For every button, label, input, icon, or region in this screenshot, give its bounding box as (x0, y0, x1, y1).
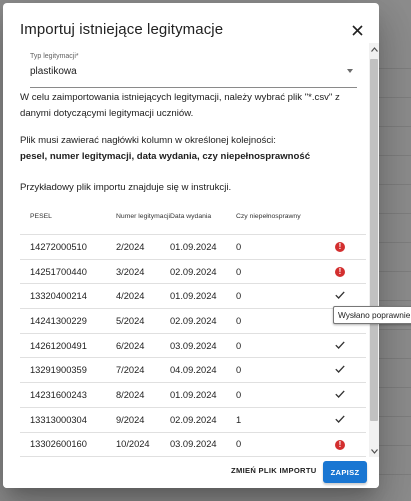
error-icon[interactable]: ! (335, 440, 345, 450)
number-cell: 7/2024 (116, 358, 170, 383)
date-cell: 01.09.2024 (170, 383, 236, 408)
status-cell[interactable] (314, 407, 366, 432)
error-icon[interactable]: ! (335, 267, 345, 277)
dialog-title: Importuj istniejące legitymacje (20, 21, 224, 38)
close-button[interactable] (347, 20, 367, 40)
number-cell: 5/2024 (116, 309, 170, 334)
scroll-down-arrow-icon[interactable] (369, 445, 379, 457)
date-cell: 02.09.2024 (170, 407, 236, 432)
disabled-cell: 0 (236, 432, 314, 457)
pesel-cell: 13291900359 (20, 358, 116, 383)
card-type-value: plastikowa (30, 66, 77, 77)
status-cell[interactable] (314, 259, 366, 284)
dialog-actions (3, 457, 379, 488)
status-cell[interactable] (314, 358, 366, 383)
number-cell: 2/2024 (116, 235, 170, 260)
status-cell[interactable] (314, 432, 366, 457)
dropdown-arrow-icon (347, 69, 353, 73)
dialog-content[interactable] (3, 43, 369, 457)
table-row (20, 309, 366, 334)
change-import-file-button[interactable]: ZMIEŃ PLIK IMPORTU (231, 466, 317, 475)
date-cell: 03.09.2024 (170, 432, 236, 457)
scroll-thumb[interactable] (370, 59, 378, 421)
header-number: Numer legitymacji (116, 200, 170, 235)
disabled-cell: 0 (236, 309, 314, 334)
number-cell: 10/2024 (116, 432, 170, 457)
table-row (20, 383, 366, 408)
table-row (20, 358, 366, 383)
date-cell: 02.09.2024 (170, 259, 236, 284)
pesel-cell: 14231600243 (20, 383, 116, 408)
check-icon[interactable] (335, 291, 345, 301)
card-type-select[interactable] (30, 53, 357, 88)
status-cell[interactable] (314, 284, 366, 309)
check-icon[interactable] (335, 415, 345, 425)
date-cell: 01.09.2024 (170, 284, 236, 309)
example-text: Przykładowy plik importu znajduje się w instrukcji. (20, 182, 232, 193)
import-dialog (3, 3, 379, 488)
date-cell: 02.09.2024 (170, 309, 236, 334)
pesel-cell: 14261200491 (20, 333, 116, 358)
disabled-cell: 0 (236, 333, 314, 358)
check-icon[interactable] (335, 365, 345, 375)
status-tooltip: Wysłano poprawnie (333, 306, 411, 324)
intro-text: W celu zaimportowania istniejących legitymacji, należy wybrać plik "*.csv" z danymi dotyczącymi legitymacji uczniów. (20, 92, 340, 119)
date-cell: 04.09.2024 (170, 358, 236, 383)
save-button[interactable]: ZAPISZ (323, 461, 367, 483)
number-cell: 8/2024 (116, 383, 170, 408)
header-disabled: Czy niepełnosprawny (236, 200, 314, 235)
import-table (20, 200, 366, 457)
check-icon[interactable] (335, 341, 345, 351)
date-cell: 01.09.2024 (170, 235, 236, 260)
disabled-cell: 0 (236, 383, 314, 408)
table-row (20, 259, 366, 284)
table-row (20, 284, 366, 309)
date-cell: 03.09.2024 (170, 333, 236, 358)
content-scrollbar[interactable] (369, 43, 379, 457)
pesel-cell: 14251700440 (20, 259, 116, 284)
table-header-row (20, 200, 366, 235)
header-status (314, 200, 366, 235)
disabled-cell: 0 (236, 235, 314, 260)
header-date: Data wydania (170, 200, 236, 235)
pesel-cell: 13313000304 (20, 407, 116, 432)
error-icon[interactable]: ! (335, 242, 345, 252)
pesel-cell: 14272000510 (20, 235, 116, 260)
table-row (20, 235, 366, 260)
close-icon (352, 25, 363, 36)
table-row (20, 407, 366, 432)
disabled-cell: 0 (236, 284, 314, 309)
scroll-up-arrow-icon[interactable] (369, 43, 379, 55)
number-cell: 3/2024 (116, 259, 170, 284)
table-row (20, 432, 366, 457)
number-cell: 4/2024 (116, 284, 170, 309)
status-cell[interactable] (314, 235, 366, 260)
disabled-cell: 0 (236, 259, 314, 284)
table-row (20, 333, 366, 358)
columns-intro-text: Plik musi zawierać nagłówki kolumn w określonej kolejności: (20, 135, 276, 146)
card-type-label: Typ legitymacji* (30, 53, 79, 60)
pesel-cell: 14241300229 (20, 309, 116, 334)
number-cell: 6/2024 (116, 333, 170, 358)
check-icon[interactable] (335, 390, 345, 400)
pesel-cell: 13302600160 (20, 432, 116, 457)
pesel-cell: 13320400214 (20, 284, 116, 309)
status-cell[interactable] (314, 333, 366, 358)
number-cell: 9/2024 (116, 407, 170, 432)
disabled-cell: 0 (236, 358, 314, 383)
columns-list-text: pesel, numer legitymacji, data wydania, czy niepełnosprawność (20, 151, 311, 162)
header-pesel: PESEL (20, 200, 116, 235)
disabled-cell: 1 (236, 407, 314, 432)
status-cell[interactable] (314, 383, 366, 408)
